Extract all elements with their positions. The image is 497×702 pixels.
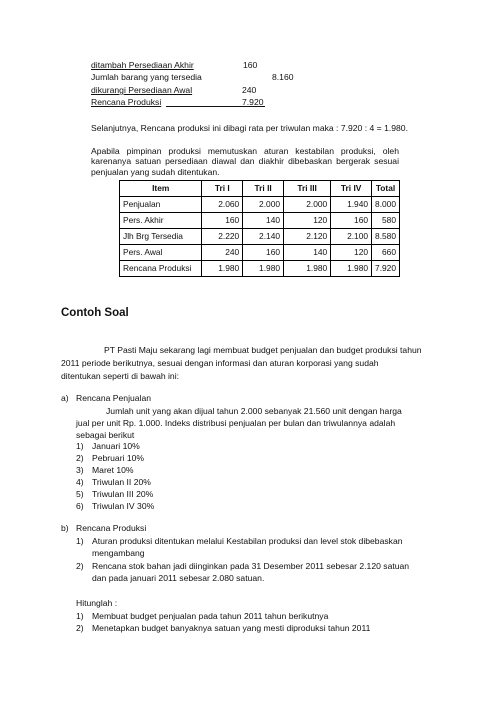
calc-value: 240 (242, 85, 257, 95)
section-a-desc: jual per unit Rp. 1.000. Indeks distribusi penjualan per bulan dan triwulannya adalah (76, 418, 396, 428)
list-number: 6) (76, 501, 84, 511)
table-row (120, 197, 400, 213)
list-item: Pebruari 10% (92, 453, 145, 463)
table-cell: 120 (284, 213, 331, 229)
list-number: 5) (76, 489, 84, 499)
section-a-desc: Jumlah unit yang akan dijual tahun 2.000 sebanyak 21.560 unit dengan harga (106, 406, 402, 416)
list-item: Triwulan III 20% (92, 489, 154, 499)
calc-label: Rencana Produksi (91, 97, 162, 107)
list-number: 2) (76, 561, 84, 571)
table-cell: 140 (243, 213, 284, 229)
calc-total: 8.160 (272, 72, 294, 82)
list-number: 1) (76, 611, 84, 621)
table-cell: 120 (331, 245, 372, 261)
section-a-desc: sebagai berikut (76, 430, 135, 440)
production-table (119, 180, 400, 277)
list-number: 3) (76, 465, 84, 475)
intro-line: PT Pasti Maju sekarang lagi membuat budget penjualan dan budget produksi tahun (104, 345, 422, 355)
table-cell: 1.980 (284, 261, 331, 277)
calc-result: 7.920 (242, 97, 264, 107)
section-b-title: Rencana Produksi (76, 523, 147, 533)
table-cell: Rencana Produksi (120, 261, 202, 277)
list-marker: a) (61, 393, 69, 403)
calc-label: ditambah Persediaan Akhir (91, 60, 194, 70)
list-item: Membuat budget penjualan pada tahun 2011 tahun berikutnya (92, 611, 329, 621)
calc-label: Jumlah barang yang tersedia (91, 72, 202, 82)
table-cell: Jlh Brg Tersedia (120, 229, 202, 245)
table-cell: 1.980 (243, 261, 284, 277)
list-marker: b) (61, 523, 69, 533)
list-number: 2) (76, 623, 84, 633)
column-header: Tri I (202, 181, 243, 197)
table-cell: 2.000 (243, 197, 284, 213)
table-cell: 7.920 (372, 261, 400, 277)
table-row (120, 261, 400, 277)
list-item-continuation: dan pada januari 2011 sebesar 2.080 satuan. (92, 573, 265, 583)
table-cell: 160 (243, 245, 284, 261)
table-cell: 2.100 (331, 229, 372, 245)
list-item-continuation: mengambang (92, 548, 145, 558)
table-cell: 240 (202, 245, 243, 261)
column-header: Item (120, 181, 202, 197)
table-cell: 2.120 (284, 229, 331, 245)
paragraph-policy: Apabila pimpinan produksi memutuskan aturan kestabilan produksi, oleh karenanya satuan persediaan diawal dan diakhir dibebaskan bergerak sesuai penjualan yang sudah ditentukan. (91, 146, 399, 177)
table-cell: 2.140 (243, 229, 284, 245)
list-item: Maret 10% (92, 465, 134, 475)
section-a-title: Rencana Penjualan (76, 393, 152, 403)
table-cell: 2.000 (284, 197, 331, 213)
list-number: 2) (76, 453, 84, 463)
table-row (120, 245, 400, 261)
list-item: Januari 10% (92, 441, 140, 451)
table-cell: 1.980 (331, 261, 372, 277)
table-cell: 1.980 (202, 261, 243, 277)
calc-value: 160 (243, 60, 258, 70)
table-cell: Pers. Awal (120, 245, 202, 261)
table-cell: Penjualan (120, 197, 202, 213)
table-row (120, 229, 400, 245)
list-item: Aturan produksi ditentukan melalui Kestabilan produksi dan level stok dibebaskan (92, 536, 403, 546)
table-cell: 160 (331, 213, 372, 229)
table-cell: 660 (372, 245, 400, 261)
paragraph-triwulan: Selanjutnya, Rencana produksi ini dibagi rata per triwulan maka : 7.920 : 4 = 1.980. (91, 123, 408, 133)
list-item: Rencana stok bahan jadi diinginkan pada 31 Desember 2011 sebesar 2.120 satuan (92, 561, 410, 571)
column-header: Tri IV (331, 181, 372, 197)
intro-line: ditentukan seperti di bawah ini: (61, 371, 180, 381)
table-cell: 2.060 (202, 197, 243, 213)
table-cell: 2.220 (202, 229, 243, 245)
list-number: 4) (76, 477, 84, 487)
table-header-row (120, 181, 400, 197)
hitung-label: Hitunglah : (76, 598, 118, 608)
section-title: Contoh Soal (61, 307, 129, 319)
column-header: Total (372, 181, 400, 197)
calc-label: dikurangi Persediaan Awal (91, 85, 193, 95)
list-number: 1) (76, 536, 84, 546)
list-number: 1) (76, 441, 84, 451)
table-cell: 140 (284, 245, 331, 261)
table-cell: 160 (202, 213, 243, 229)
table-cell: 8.000 (372, 197, 400, 213)
intro-line: 2011 periode berikutnya, sesuai dengan informasi dan aturan korporasi yang sudah (61, 358, 379, 368)
column-header: Tri II (243, 181, 284, 197)
table-cell: 1.940 (331, 197, 372, 213)
table-cell: 8.580 (372, 229, 400, 245)
column-header: Tri III (284, 181, 331, 197)
table-cell: 580 (372, 213, 400, 229)
calc-underline (166, 106, 265, 107)
list-item: Menetapkan budget banyaknya satuan yang mesti diproduksi tahun 2011 (92, 623, 371, 633)
table-cell: Pers. Akhir (120, 213, 202, 229)
table-row (120, 213, 400, 229)
list-item: Triwulan II 20% (92, 477, 151, 487)
list-item: Triwulan IV 30% (92, 501, 155, 511)
